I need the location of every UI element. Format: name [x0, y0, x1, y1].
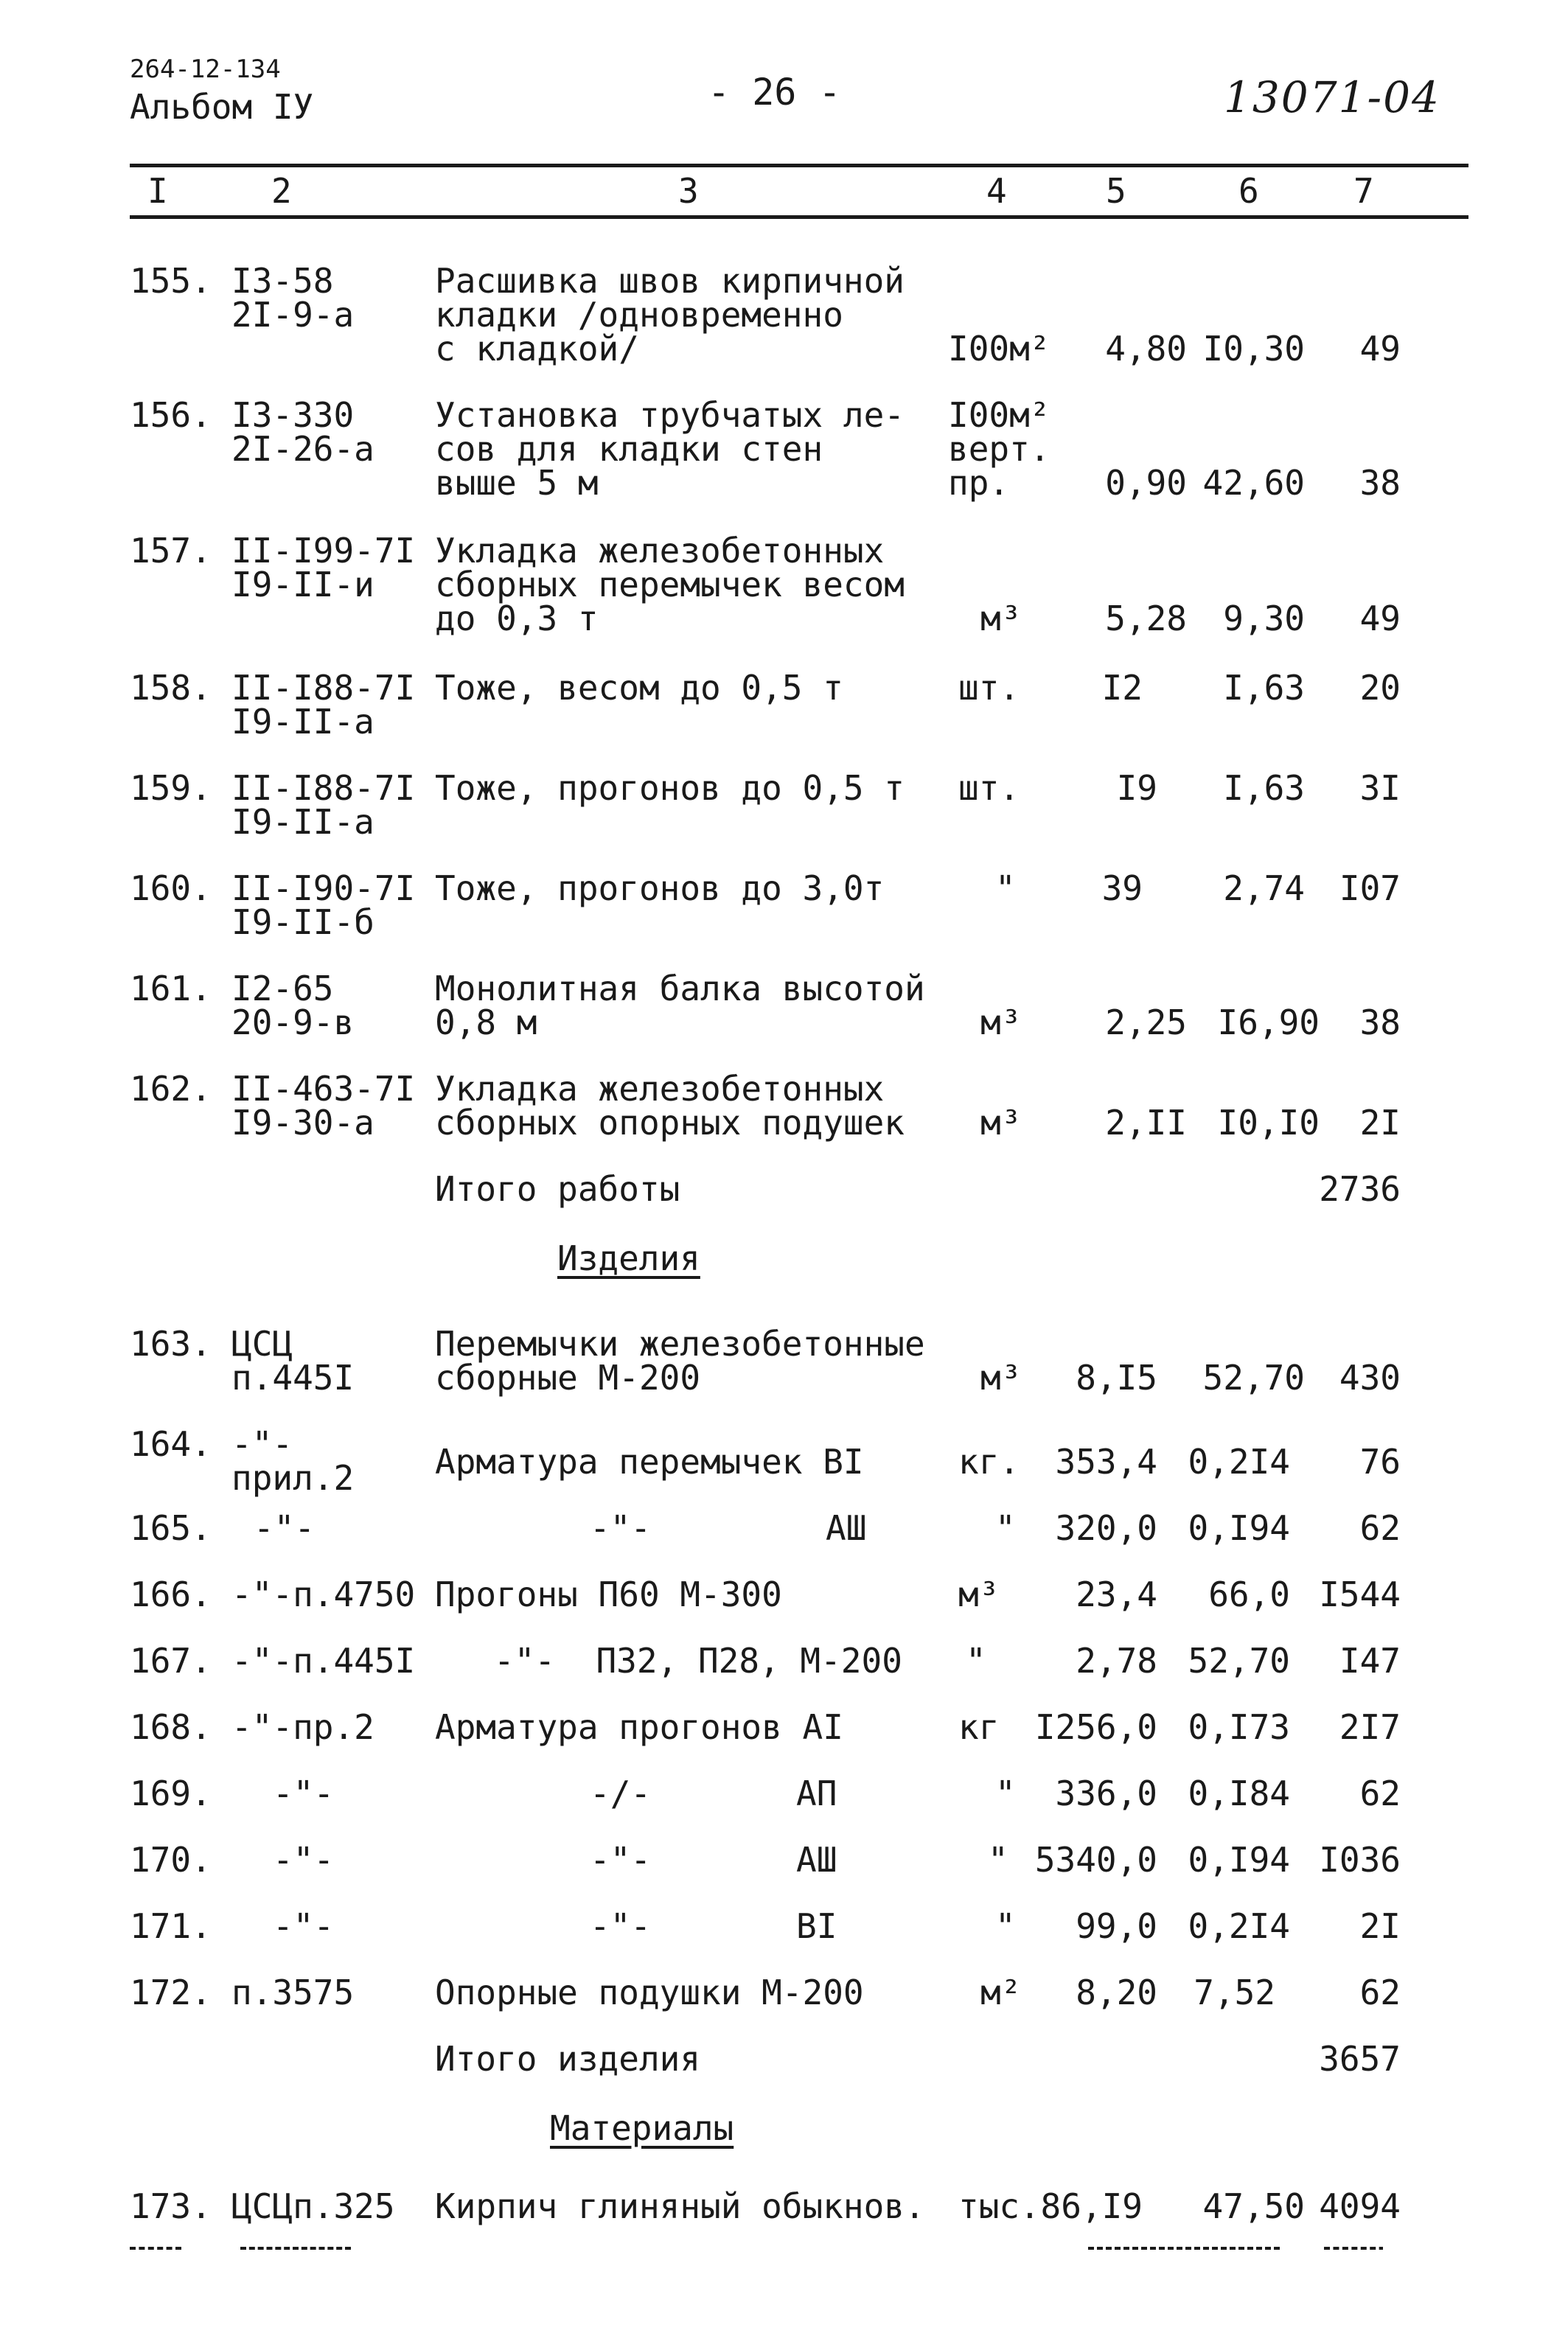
- row-quantity: 2,78: [1076, 1641, 1157, 1681]
- row-code: I3-58 2I-9-а: [231, 261, 355, 335]
- row-code: II-463-7I I9-30-а: [231, 1069, 416, 1143]
- row-number: 170.: [130, 1840, 212, 1880]
- row-total: 2I: [1359, 1103, 1401, 1143]
- row-total: I07: [1339, 868, 1401, 908]
- row-price: 2,74: [1223, 868, 1305, 908]
- row-description: Укладка железобетонных сборных перемычек весом до 0,3 т: [435, 531, 905, 638]
- row-total: 62: [1359, 1973, 1401, 2012]
- row-total: 2I7: [1339, 1707, 1401, 1747]
- row-number: 164.: [130, 1424, 212, 1464]
- row-number: 162.: [130, 1069, 212, 1109]
- row-total: 4094: [1319, 2186, 1401, 2226]
- row-description: -"- П32, П28, М-200: [494, 1641, 902, 1681]
- row-price: 52,70: [1188, 1641, 1290, 1681]
- row-total: 3I: [1359, 768, 1401, 808]
- section-title-products: Изделия: [557, 1238, 700, 1278]
- column-header-6: 6: [1238, 171, 1259, 211]
- row-description: Тоже, прогонов до 3,0т: [435, 868, 885, 908]
- row-unit: шт.: [958, 768, 1020, 808]
- handwritten-number: 13071-04: [1224, 72, 1440, 122]
- row-price: I6,90: [1217, 1003, 1320, 1042]
- row-total: 49: [1359, 599, 1401, 638]
- row-quantity: I9: [1116, 768, 1157, 808]
- row-code: ЦСЦ п.445I: [231, 1324, 355, 1398]
- row-code: -"-: [273, 1840, 335, 1880]
- row-price: 0,I94: [1188, 1840, 1290, 1880]
- row-code: -"-: [273, 1774, 335, 1813]
- row-total: 62: [1359, 1774, 1401, 1813]
- row-quantity: 5340,0: [1034, 1840, 1157, 1880]
- row-number: 171.: [130, 1906, 212, 1946]
- row-price: I0,30: [1202, 329, 1305, 369]
- row-number: 157.: [130, 531, 212, 571]
- total-work-value: 2736: [1319, 1169, 1401, 1209]
- row-total: 49: [1359, 329, 1401, 369]
- row-unit: м³: [980, 1003, 1022, 1042]
- row-number: 155.: [130, 261, 212, 301]
- row-total: I544: [1319, 1575, 1401, 1614]
- row-mark: АШ: [796, 1840, 837, 1880]
- row-price: I0,I0: [1217, 1103, 1320, 1143]
- row-price: 66,0: [1208, 1575, 1290, 1614]
- row-price: 0,I73: [1188, 1707, 1290, 1747]
- row-description: Тоже, прогонов до 0,5 т: [435, 768, 905, 808]
- row-unit: ": [988, 1840, 1008, 1880]
- row-total: 2I: [1359, 1906, 1401, 1946]
- row-price: 0,2I4: [1188, 1906, 1290, 1946]
- row-code: I2-65 20-9-в: [231, 969, 355, 1042]
- row-number: 160.: [130, 868, 212, 908]
- album-label: Альбом IУ: [130, 87, 314, 127]
- row-price: I,63: [1223, 668, 1305, 708]
- row-quantity: 353,4: [1055, 1442, 1157, 1482]
- row-code: п.3575: [231, 1973, 355, 2012]
- row-price: 0,I84: [1188, 1774, 1290, 1813]
- row-unit: кг.: [958, 1442, 1020, 1482]
- row-price: 0,I94: [1188, 1508, 1290, 1548]
- row-quantity: I2: [1101, 668, 1143, 708]
- cut-off-row: [130, 2247, 1383, 2257]
- row-number: 166.: [130, 1575, 212, 1614]
- document-code: 264-12-134: [130, 55, 281, 84]
- row-unit: м³: [980, 599, 1022, 638]
- row-unit: ": [995, 1774, 1016, 1813]
- row-description: Опорные подушки М-200: [435, 1973, 864, 2012]
- row-total: 62: [1359, 1508, 1401, 1548]
- page-number: - 26 -: [708, 71, 841, 114]
- row-price: 9,30: [1223, 599, 1305, 638]
- row-quantity: 8,I5: [1076, 1358, 1157, 1398]
- row-number: 161.: [130, 969, 212, 1008]
- column-header-7: 7: [1353, 171, 1374, 211]
- column-header-3: 3: [678, 171, 699, 211]
- row-code: -"-п.4750: [231, 1575, 416, 1614]
- row-code: -"-п.445I: [231, 1641, 416, 1681]
- row-quantity: 86,I9: [1040, 2186, 1143, 2226]
- row-quantity: 4,80: [1105, 329, 1187, 369]
- row-description: Тоже, весом до 0,5 т: [435, 668, 843, 708]
- row-total: 38: [1359, 463, 1401, 503]
- row-unit: тыс.: [958, 2186, 1040, 2226]
- row-unit: шт.: [958, 668, 1020, 708]
- row-unit: ": [995, 1508, 1016, 1548]
- column-header-5: 5: [1106, 171, 1126, 211]
- row-mark: АШ: [826, 1508, 867, 1548]
- row-price: 7,52: [1194, 1973, 1275, 2012]
- row-mark: АП: [796, 1774, 837, 1813]
- row-description: Укладка железобетонных сборных опорных подушек: [435, 1069, 905, 1143]
- row-quantity: 5,28: [1105, 599, 1187, 638]
- column-header-4: 4: [986, 171, 1007, 211]
- row-unit: м³: [980, 1103, 1022, 1143]
- row-number: 156.: [130, 395, 212, 435]
- row-quantity: 23,4: [1076, 1575, 1157, 1614]
- row-description: Монолитная балка высотой 0,8 м: [435, 969, 925, 1042]
- row-unit: ": [966, 1641, 986, 1681]
- row-quantity: 336,0: [1055, 1774, 1157, 1813]
- row-total: I47: [1339, 1641, 1401, 1681]
- row-description: -"-: [590, 1508, 652, 1548]
- row-description: -/-: [590, 1774, 652, 1813]
- row-unit: м³: [958, 1575, 1000, 1614]
- total-products-value: 3657: [1319, 2039, 1401, 2079]
- row-description: Кирпич глиняный обыкнов.: [435, 2186, 925, 2226]
- row-unit: I00м²: [948, 329, 1050, 369]
- row-quantity: 8,20: [1076, 1973, 1157, 2012]
- row-unit: кг: [958, 1707, 1000, 1747]
- row-number: 172.: [130, 1973, 212, 2012]
- row-quantity: 0,90: [1105, 463, 1187, 503]
- row-quantity: 39: [1101, 868, 1143, 908]
- row-mark: ВI: [796, 1906, 837, 1946]
- row-unit: I00м² верт. пр.: [948, 395, 1050, 503]
- row-number: 163.: [130, 1324, 212, 1364]
- row-description: Установка трубчатых ле- сов для кладки стен выше 5 м: [435, 395, 905, 503]
- row-number: 168.: [130, 1707, 212, 1747]
- row-quantity: I256,0: [1034, 1707, 1157, 1747]
- row-description: -"-: [590, 1906, 652, 1946]
- row-code: II-I90-7I I9-II-б: [231, 868, 416, 942]
- row-number: 159.: [130, 768, 212, 808]
- row-unit: м²: [980, 1973, 1022, 2012]
- header-top-rule: [130, 164, 1468, 167]
- row-code: ЦСЦп.325: [231, 2186, 395, 2226]
- row-code: -"-: [254, 1508, 316, 1548]
- row-unit: м³: [980, 1358, 1022, 1398]
- column-header-1: I: [147, 171, 168, 211]
- column-header-2: 2: [271, 171, 292, 211]
- row-description: Расшивка швов кирпичной кладки /одновременно с кладкой/: [435, 261, 905, 369]
- row-price: 42,60: [1202, 463, 1305, 503]
- row-description: Арматура перемычек ВI: [435, 1442, 864, 1482]
- row-description: Перемычки железобетонные сборные М-200: [435, 1324, 925, 1398]
- row-total: 38: [1359, 1003, 1401, 1042]
- row-quantity: 320,0: [1055, 1508, 1157, 1548]
- row-number: 173.: [130, 2186, 212, 2226]
- row-code: -"- прил.2: [231, 1424, 355, 1498]
- row-quantity: 2,25: [1105, 1003, 1187, 1042]
- header-bottom-rule: [130, 215, 1468, 219]
- row-code: II-I88-7I I9-II-а: [231, 668, 416, 742]
- row-unit: ": [995, 1906, 1016, 1946]
- section-title-materials: Материалы: [550, 2108, 734, 2148]
- row-total: 20: [1359, 668, 1401, 708]
- row-price: I,63: [1223, 768, 1305, 808]
- row-code: II-I99-7I I9-II-и: [231, 531, 416, 604]
- row-total: 76: [1359, 1442, 1401, 1482]
- row-number: 158.: [130, 668, 212, 708]
- row-number: 169.: [130, 1774, 212, 1813]
- row-quantity: 99,0: [1076, 1906, 1157, 1946]
- row-description: Арматура прогонов АI: [435, 1707, 843, 1747]
- row-description: -"-: [590, 1840, 652, 1880]
- row-description: Прогоны П60 М-300: [435, 1575, 782, 1614]
- row-code: I3-330 2I-26-а: [231, 395, 374, 469]
- row-price: 0,2I4: [1188, 1442, 1290, 1482]
- row-total: I036: [1319, 1840, 1401, 1880]
- row-code: -"-пр.2: [231, 1707, 374, 1747]
- row-price: 52,70: [1202, 1358, 1305, 1398]
- row-unit: ": [995, 868, 1016, 908]
- row-total: 430: [1339, 1358, 1401, 1398]
- row-number: 167.: [130, 1641, 212, 1681]
- row-code: II-I88-7I I9-II-а: [231, 768, 416, 842]
- total-work-label: Итого работы: [435, 1169, 680, 1209]
- row-quantity: 2,II: [1105, 1103, 1187, 1143]
- row-code: -"-: [273, 1906, 335, 1946]
- row-number: 165.: [130, 1508, 212, 1548]
- total-products-label: Итого изделия: [435, 2039, 701, 2079]
- row-price: 47,50: [1202, 2186, 1305, 2226]
